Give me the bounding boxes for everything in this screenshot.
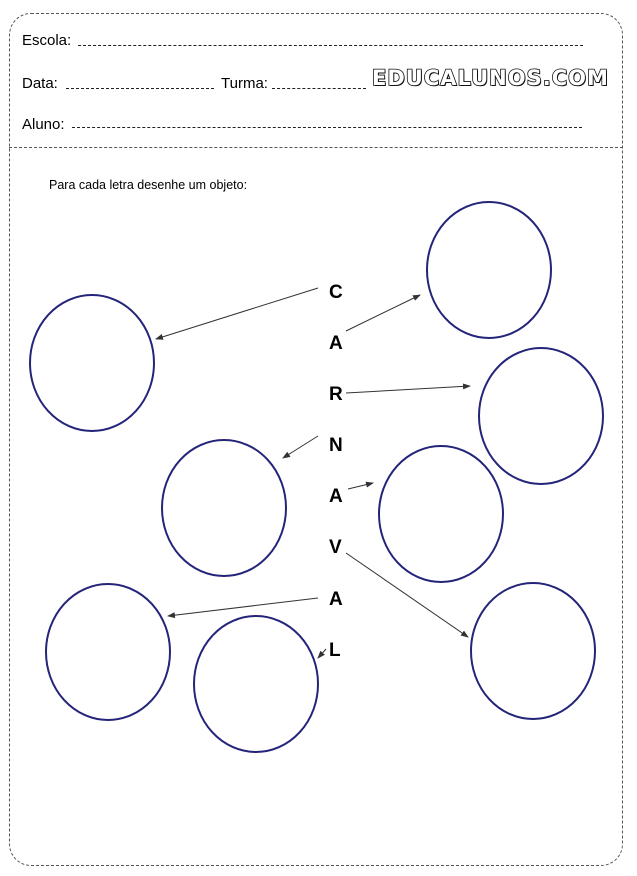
brand-logo: EDUCALUNOS.COM — [372, 66, 609, 90]
drawing-circle-2[interactable] — [427, 202, 551, 338]
letter-a-2: A — [329, 486, 343, 507]
class-label: Turma: — [221, 75, 268, 92]
arrow-v — [346, 553, 468, 637]
arrow-n — [283, 436, 318, 458]
arrow-a1 — [346, 295, 420, 331]
letter-c: C — [329, 282, 343, 303]
letter-n: N — [329, 435, 343, 456]
date-label: Data: — [22, 75, 58, 92]
arrow-r — [346, 386, 470, 393]
arrow-l — [318, 649, 326, 658]
arrow-a2 — [348, 483, 373, 489]
arrow-c — [156, 288, 318, 339]
letter-r: R — [329, 384, 343, 405]
school-label: Escola: — [22, 32, 72, 49]
letter-a-3: A — [329, 589, 343, 610]
drawing-circle-3[interactable] — [479, 348, 603, 484]
drawing-circle-4[interactable] — [162, 440, 286, 576]
drawing-circle-7[interactable] — [46, 584, 170, 720]
drawing-circle-1[interactable] — [30, 295, 154, 431]
drawing-circle-8[interactable] — [194, 616, 318, 752]
drawing-circle-5[interactable] — [379, 446, 503, 582]
letter-l: L — [329, 640, 341, 661]
letter-v: V — [329, 537, 342, 558]
student-label: Aluno: — [22, 116, 65, 133]
instruction-text: Para cada letra desenhe um objeto: — [49, 178, 248, 192]
drawing-circle-6[interactable] — [471, 583, 595, 719]
letter-a-1: A — [329, 333, 343, 354]
arrow-a3 — [168, 598, 318, 616]
